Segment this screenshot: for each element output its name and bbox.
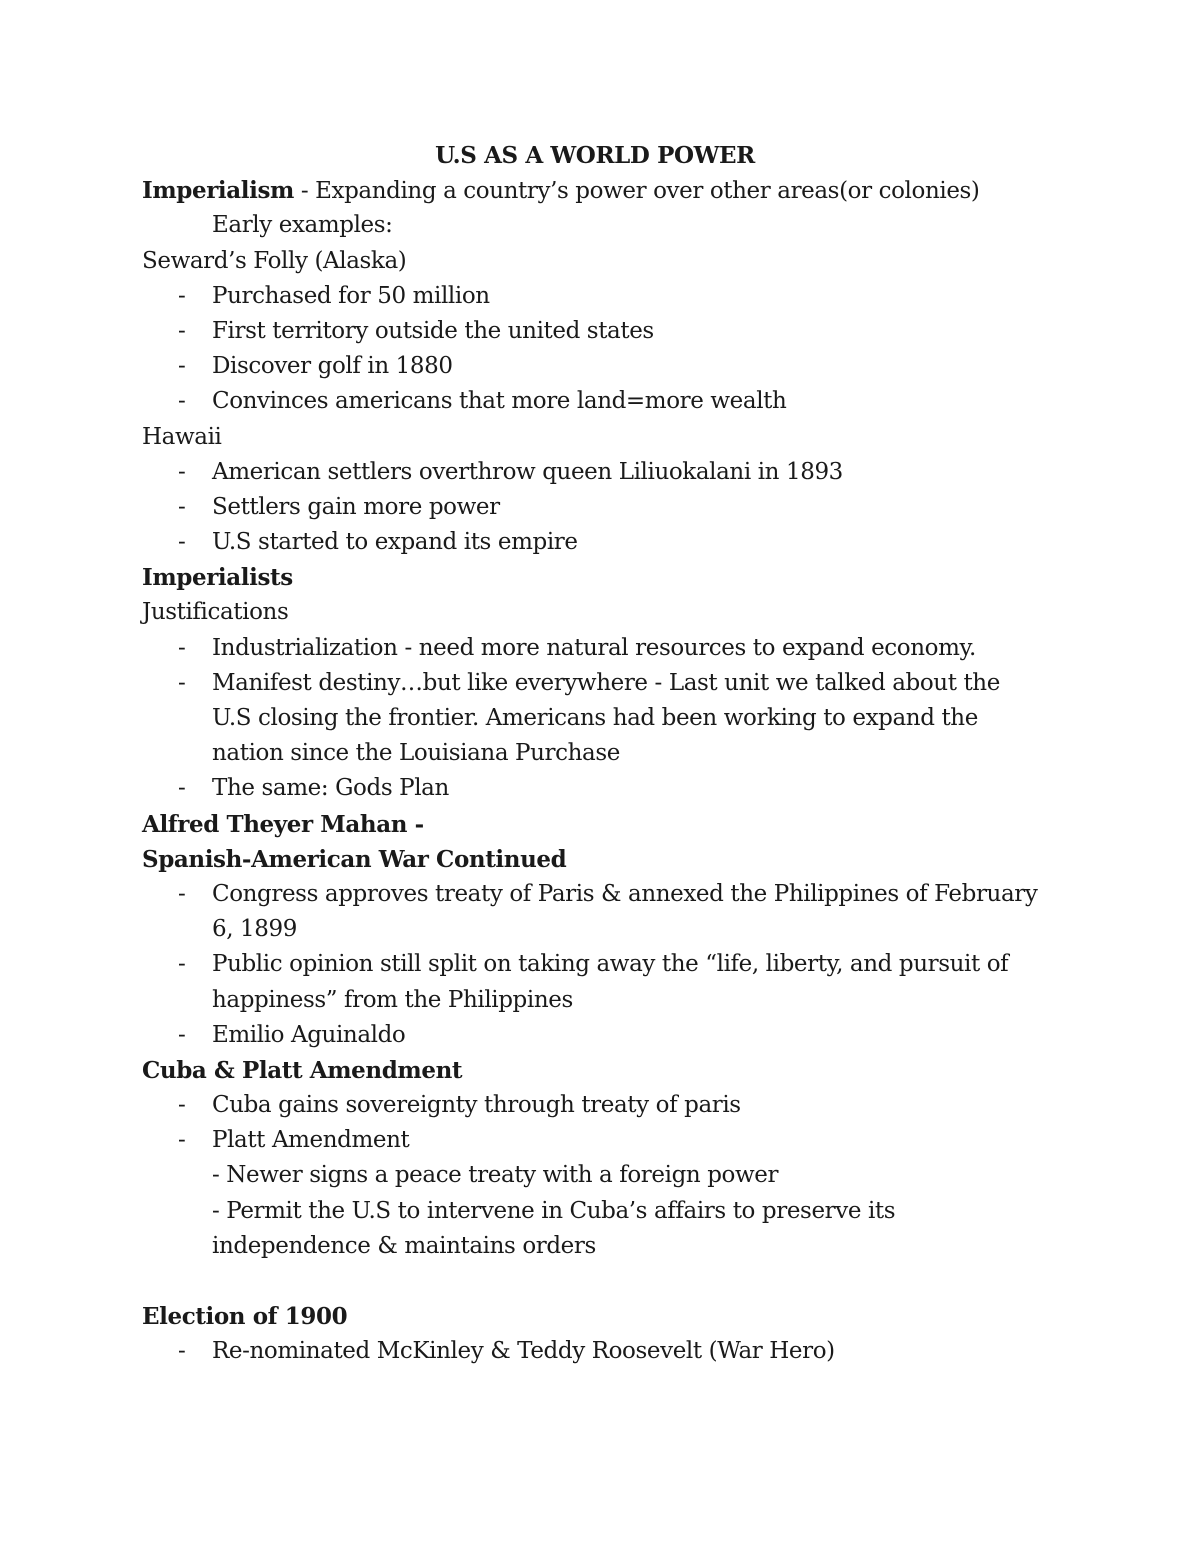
hawaii-heading: Hawaii [142,423,222,450]
election-1900-heading: Election of 1900 [142,1303,348,1331]
dash-marker: - [178,775,186,802]
list-item: - Cuba gains sovereignty through treaty of paris [142,1088,1082,1123]
list-item: - First territory outside the united states [142,314,1082,349]
dash-marker: - [178,353,186,380]
page-title: U.S AS A WORLD POWER [435,142,755,169]
list-item: - Congress approves treaty of Paris & annexed the Philippines of February [142,877,1082,912]
imperialism-definition-text: - Expanding a country’s power over other areas(or colonies) [293,178,980,205]
list-item: - American settlers overthrow queen Liliuokalani in 1893 [142,455,1082,490]
list-item-continuation: U.S closing the frontier. Americans had been working to expand the [212,705,978,731]
dash-marker: - [178,1021,186,1048]
dash-marker: - [178,282,186,309]
justifications-subheading: Justifications [142,599,289,626]
dash-marker: - [178,529,186,556]
list-item: - U.S started to expand its empire [142,525,1082,560]
imperialism-definition [142,173,1082,208]
sub-list-item: - Permit the U.S to intervene in Cuba’s affairs to preserve its [212,1197,896,1224]
dash-marker: - [178,317,186,344]
dash-marker: - [178,388,186,415]
dash-marker: - [178,951,186,978]
dash-marker: - [178,1338,186,1365]
dash-marker: - [178,880,186,907]
blank-line [142,1264,1082,1299]
dash-marker: - [178,669,186,696]
mahan-heading: Alfred Theyer Mahan - [142,810,424,838]
cuba-platt-heading: Cuba & Platt Amendment [142,1056,463,1084]
list-item-continuation: 6, 1899 [212,916,297,943]
list-item: - Platt Amendment [142,1123,1082,1158]
sub-list-item-continuation: independence & maintains orders [212,1232,596,1259]
list-item: - Purchased for 50 million [142,279,1082,314]
list-item: - Public opinion still split on taking away the “life, liberty, and pursuit of [142,947,1082,982]
document-page [142,138,1082,1370]
imperialism-term: Imperialism [142,177,294,205]
sewards-folly-heading: Seward’s Folly (Alaska) [142,247,407,274]
dash-marker: - [178,1127,186,1154]
dash-marker: - [178,1092,186,1119]
list-item: - The same: Gods Plan [142,771,1082,806]
list-item-continuation: nation since the Louisiana Purchase [212,740,620,767]
list-item: - Discover golf in 1880 [142,349,1082,384]
early-examples-label: Early examples: [212,212,393,239]
list-item: - Industrialization - need more natural resources to expand economy. [142,631,1082,666]
list-item: - Convinces americans that more land=more wealth [142,384,1082,419]
list-item: - Emilio Aguinaldo [142,1018,1082,1053]
list-item: - Manifest destiny…but like everywhere - Last unit we talked about the [142,666,1082,701]
list-item: - Re-nominated McKinley & Teddy Roosevelt (War Hero) [142,1334,1082,1369]
dash-marker: - [178,458,186,485]
imperialists-heading: Imperialists [142,564,293,592]
spanish-american-war-heading: Spanish-American War Continued [142,845,567,873]
dash-marker: - [178,634,186,661]
list-item: - Settlers gain more power [142,490,1082,525]
sub-list-item: - Newer signs a peace treaty with a foreign power [212,1162,779,1189]
list-item-continuation: happiness” from the Philippines [212,986,573,1013]
dash-marker: - [178,493,186,520]
